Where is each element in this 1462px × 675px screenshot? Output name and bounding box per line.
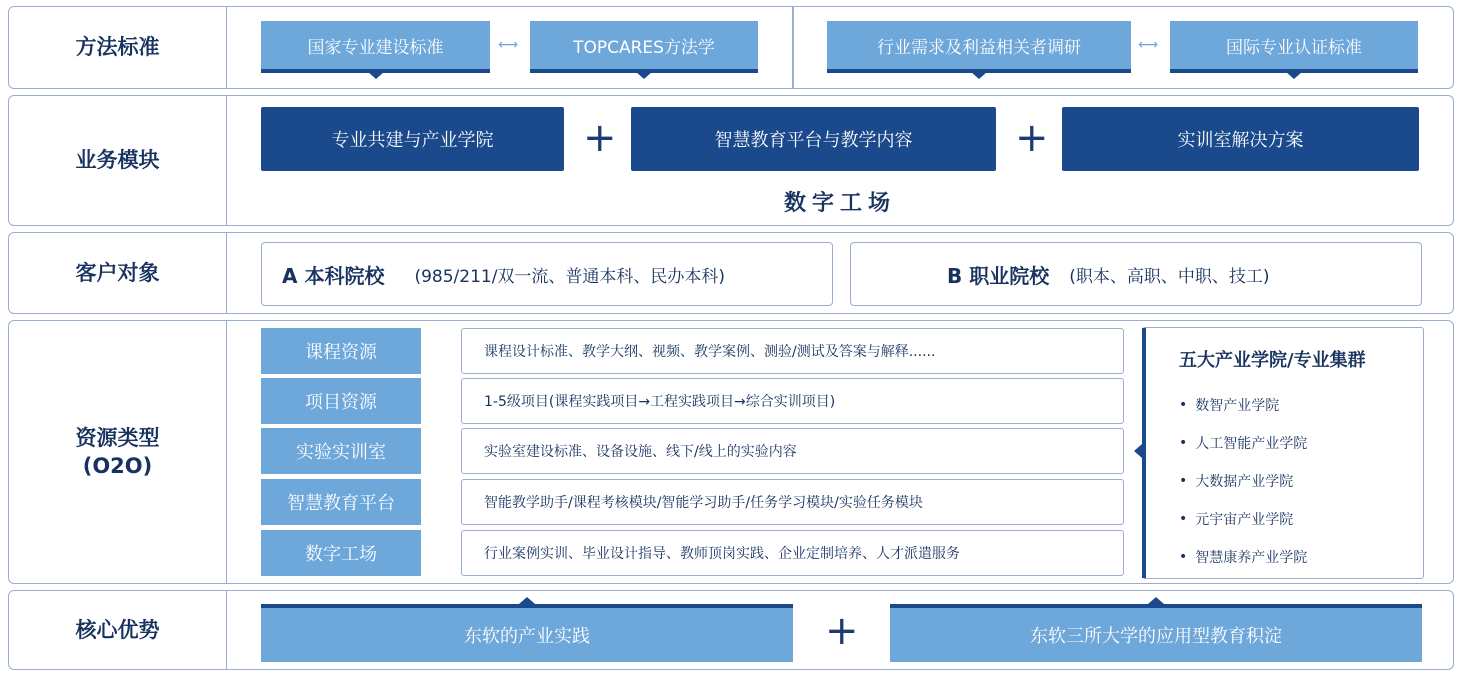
notch-icon	[1286, 72, 1302, 79]
advantage-industry-practice	[261, 608, 793, 662]
method-label: 国家专业建设标准	[307, 37, 444, 58]
resource-desc: 课程设计标准、教学大纲、视频、教学案例、测验/测试及答案与解释......	[461, 328, 1124, 374]
divider	[792, 7, 794, 88]
resource-name: 智慧教育平台	[261, 479, 421, 525]
resources-label-line2: (O2O)	[82, 454, 153, 478]
customer-type: B 职业院校	[947, 263, 1050, 288]
notch-icon	[368, 72, 384, 79]
advantage-label: 东软三所大学的应用型教育积淀	[1030, 626, 1282, 647]
resource-desc: 1-5级项目(课程实践项目→工程实践项目→综合实训项目)	[461, 378, 1124, 424]
college-item	[1179, 538, 1423, 576]
college-item	[1179, 386, 1423, 424]
method-label: TOPCARES方法学	[573, 37, 715, 58]
bullet-icon: •	[1179, 549, 1188, 565]
bullet-icon: •	[1179, 473, 1188, 489]
method-label: 行业需求及利益相关者调研	[877, 37, 1081, 58]
customer-subtypes: (985/211/双一流、普通本科、民办本科)	[414, 266, 726, 287]
college-item	[1179, 424, 1423, 462]
resource-name: 项目资源	[261, 378, 421, 424]
resource-name: 数字工场	[261, 530, 421, 576]
bullet-icon: •	[1179, 397, 1188, 413]
college-label: 大数据产业学院	[1195, 474, 1294, 490]
module-smart-education: 智慧教育平台与教学内容	[631, 107, 996, 171]
pointer-icon	[1134, 444, 1142, 458]
customers-row-label: 客户对象	[9, 233, 227, 313]
customer-type: A 本科院校	[282, 263, 385, 288]
resource-desc: 实验室建设标准、设备设施、线下/线上的实验内容	[461, 428, 1124, 474]
advantage-label: 东软的产业实践	[464, 626, 590, 647]
bullet-icon: •	[1179, 511, 1188, 527]
plus-icon: +	[825, 608, 859, 654]
resources-row	[8, 320, 1454, 584]
module-training-lab: 实训室解决方案	[1062, 107, 1419, 171]
college-label: 元宇宙产业学院	[1195, 512, 1294, 528]
notch-icon	[519, 597, 535, 604]
module-co-construction: 专业共建与产业学院	[261, 107, 564, 171]
digital-factory-title: 数字工场	[783, 191, 896, 216]
college-label: 智慧康养产业学院	[1195, 550, 1308, 566]
customer-undergrad	[261, 242, 833, 306]
resource-desc: 智能教学助手/课程考核模块/智能学习助手/任务学习模块/实验任务模块	[461, 479, 1124, 525]
resource-desc: 行业案例实训、毕业设计指导、教师顶岗实践、企业定制培养、人才派遣服务	[461, 530, 1124, 576]
resource-name: 课程资源	[261, 328, 421, 374]
resources-row-label	[9, 321, 227, 583]
double-arrow-icon: ⟷	[1138, 37, 1159, 53]
college-item	[1179, 500, 1423, 538]
method-international-cert	[1170, 21, 1418, 69]
methods-row	[8, 6, 1454, 89]
customer-vocational	[850, 242, 1422, 306]
method-industry-survey	[827, 21, 1131, 69]
plus-icon: +	[1015, 115, 1049, 161]
method-topcares	[530, 21, 758, 69]
notch-icon	[1148, 597, 1164, 604]
college-item	[1179, 462, 1423, 500]
advantages-row	[8, 590, 1454, 670]
college-label: 人工智能产业学院	[1195, 436, 1308, 452]
notch-icon	[636, 72, 652, 79]
plus-icon: +	[583, 115, 617, 161]
method-label: 国际专业认证标准	[1226, 37, 1362, 58]
resource-name: 实验实训室	[261, 428, 421, 474]
notch-icon	[971, 72, 987, 79]
customer-subtypes: (职本、高职、中职、技工)	[1069, 266, 1270, 287]
resources-label-line1: 资源类型	[75, 425, 160, 450]
methods-row-label: 方法标准	[9, 7, 227, 88]
advantage-university-education	[890, 608, 1422, 662]
advantages-row-label: 核心优势	[9, 591, 227, 669]
industry-colleges-panel	[1142, 327, 1424, 579]
modules-row-label: 业务模块	[9, 96, 227, 225]
modules-row	[8, 95, 1454, 226]
double-arrow-icon: ⟷	[498, 37, 519, 53]
college-label: 数智产业学院	[1195, 398, 1280, 414]
customers-row	[8, 232, 1454, 314]
method-national-standard	[261, 21, 490, 69]
bullet-icon: •	[1179, 435, 1188, 451]
colleges-title: 五大产业学院/专业集群	[1179, 350, 1366, 371]
